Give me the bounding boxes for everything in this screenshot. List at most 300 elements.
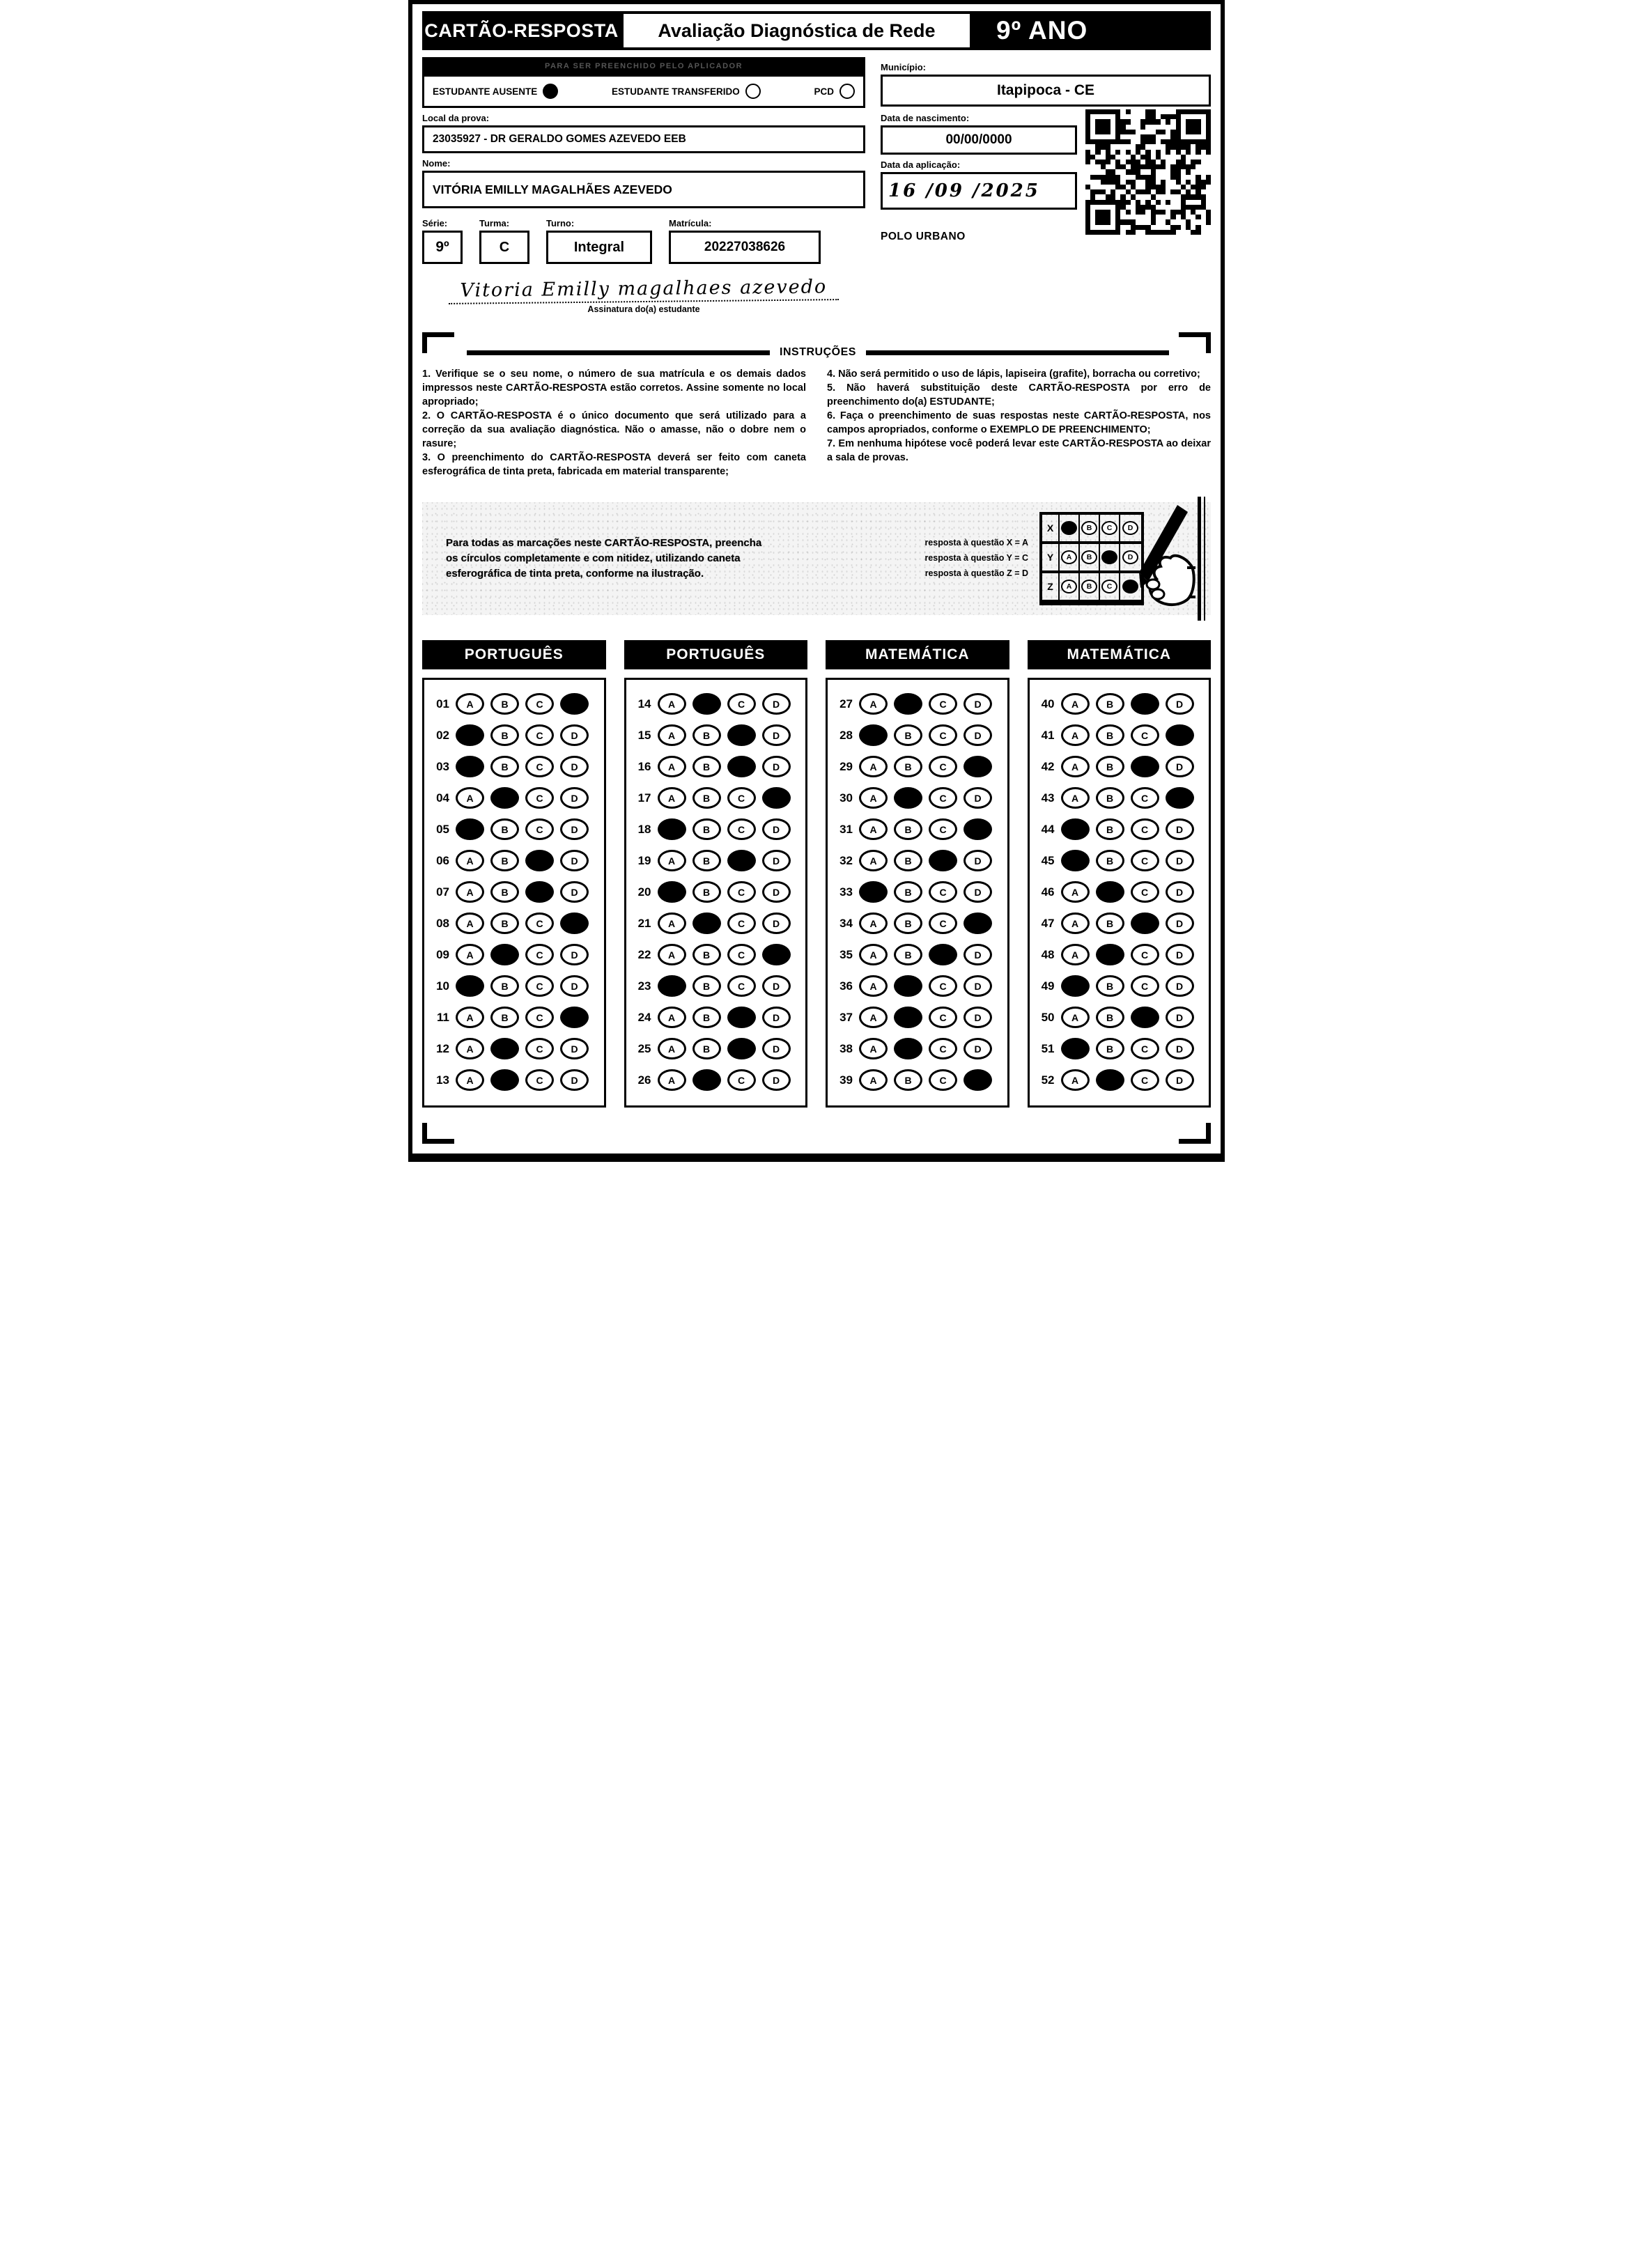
answer-bubble-empty[interactable]: A (859, 944, 888, 965)
status-bubble-empty[interactable] (745, 84, 761, 99)
answer-bubble-filled[interactable] (692, 1069, 721, 1091)
example-bubble-empty[interactable]: A (1061, 580, 1077, 593)
answer-bubble-empty[interactable]: B (1096, 756, 1124, 777)
answer-bubble-filled[interactable] (560, 693, 589, 715)
answer-column (422, 640, 606, 1108)
answer-bubble-empty[interactable]: B (490, 912, 519, 934)
answer-bubble-empty[interactable]: D (762, 693, 791, 715)
answer-bubble-empty[interactable]: A (1061, 756, 1090, 777)
answer-bubble-empty[interactable]: D (762, 1038, 791, 1059)
answer-bubble-empty[interactable]: C (525, 944, 554, 965)
answer-bubble-empty[interactable]: A (1061, 944, 1090, 965)
answer-bubble-empty[interactable]: D (560, 818, 589, 840)
answer-bubble-empty[interactable]: C (727, 818, 756, 840)
answer-bubble-empty[interactable]: C (525, 1038, 554, 1059)
answer-bubble-empty[interactable]: D (963, 693, 992, 715)
answer-bubble-filled[interactable] (963, 912, 992, 934)
answer-bubble-empty[interactable]: B (894, 944, 922, 965)
answer-bubble-empty[interactable]: B (692, 975, 721, 997)
question-row (430, 782, 601, 814)
fill-example-section (422, 502, 1211, 615)
municipio-value: Itapipoca - CE (881, 75, 1211, 107)
answer-bubble-empty[interactable]: B (1096, 912, 1124, 934)
answer-bubble-empty[interactable]: B (1096, 975, 1124, 997)
answer-bubble-empty[interactable]: A (456, 912, 484, 934)
answer-bubble-filled[interactable] (490, 944, 519, 965)
answer-bubble-empty[interactable]: A (1061, 912, 1090, 934)
answer-column-header: MATEMÁTICA (826, 640, 1009, 669)
answer-bubble-filled[interactable] (1061, 818, 1090, 840)
answer-bubble-empty[interactable]: D (762, 724, 791, 746)
aplicacao-label: Data da aplicação: (881, 160, 961, 170)
corner-mark-top-right (1179, 332, 1211, 353)
nascimento-label: Data de nascimento: (881, 113, 970, 123)
example-grid-cell (1100, 573, 1120, 600)
answer-bubble-filled[interactable] (762, 787, 791, 809)
answer-bubble-empty[interactable]: C (1131, 1069, 1159, 1091)
answer-bubble-empty[interactable]: D (1166, 1069, 1194, 1091)
answer-bubble-empty[interactable]: D (762, 850, 791, 871)
answer-bubble-empty[interactable]: A (456, 1007, 484, 1028)
answer-bubble-empty[interactable]: C (727, 975, 756, 997)
answer-bubble-filled[interactable] (1166, 724, 1194, 746)
answer-bubble-empty[interactable]: A (859, 912, 888, 934)
example-grid-row (1042, 573, 1141, 603)
status-bubble-empty[interactable] (839, 84, 855, 99)
answer-bubble-empty[interactable]: B (894, 850, 922, 871)
answer-bubble-empty[interactable]: C (929, 756, 957, 777)
answer-bubble-empty[interactable]: A (658, 912, 686, 934)
instruction-item: 7. Em nenhuma hipótese você poderá levar este CARTÃO-RESPOSTA ao deixar a sala de provas. (827, 438, 1211, 463)
answer-bubble-empty[interactable]: C (1131, 944, 1159, 965)
answer-bubble-empty[interactable]: B (490, 693, 519, 715)
answer-bubble-filled[interactable] (1096, 1069, 1124, 1091)
answer-bubble-filled[interactable] (692, 912, 721, 934)
answer-bubble-filled[interactable] (490, 1069, 519, 1091)
answer-bubble-filled[interactable] (762, 944, 791, 965)
question-row (632, 1002, 803, 1033)
answer-bubble-filled[interactable] (1166, 787, 1194, 809)
answer-bubble-empty[interactable]: B (490, 756, 519, 777)
answer-bubble-filled[interactable] (490, 787, 519, 809)
answer-bubble-empty[interactable]: D (963, 881, 992, 903)
question-number: 04 (436, 791, 449, 805)
answer-bubble-empty[interactable]: A (456, 693, 484, 715)
answer-bubble-empty[interactable]: D (963, 850, 992, 871)
answer-bubble-empty[interactable]: A (859, 1007, 888, 1028)
question-number: 30 (839, 791, 853, 805)
answer-bubble-filled[interactable] (1131, 912, 1159, 934)
answer-bubble-empty[interactable]: C (525, 912, 554, 934)
answer-bubble-empty[interactable]: C (727, 912, 756, 934)
answer-bubble-empty[interactable]: B (1096, 850, 1124, 871)
answer-bubble-filled[interactable] (456, 818, 484, 840)
answer-bubble-empty[interactable]: B (1096, 818, 1124, 840)
answer-bubble-empty[interactable]: A (658, 724, 686, 746)
answer-bubble-empty[interactable]: A (859, 818, 888, 840)
answer-bubble-empty[interactable]: B (692, 1038, 721, 1059)
municipio-label: Município: (881, 62, 926, 72)
status-option (433, 84, 558, 99)
answer-bubble-filled[interactable] (1096, 881, 1124, 903)
answer-bubble-empty[interactable]: D (963, 1038, 992, 1059)
answer-bubble-empty[interactable]: C (1131, 724, 1159, 746)
answer-bubble-empty[interactable]: B (490, 975, 519, 997)
answer-bubble-empty[interactable]: B (1096, 1007, 1124, 1028)
answer-bubble-empty[interactable]: C (929, 1069, 957, 1091)
answer-bubble-filled[interactable] (727, 724, 756, 746)
answer-bubble-empty[interactable]: A (658, 850, 686, 871)
answer-bubble-empty[interactable]: C (727, 1069, 756, 1091)
answer-bubble-empty[interactable]: C (525, 693, 554, 715)
question-number: 02 (436, 728, 449, 742)
answer-bubble-filled[interactable] (963, 756, 992, 777)
answer-bubble-empty[interactable]: A (859, 693, 888, 715)
answer-bubble-filled[interactable] (859, 881, 888, 903)
answer-bubble-empty[interactable]: D (762, 756, 791, 777)
example-bubble-empty[interactable]: C (1101, 580, 1117, 593)
answer-bubble-empty[interactable]: B (490, 1007, 519, 1028)
answer-bubble-empty[interactable]: A (456, 881, 484, 903)
answer-grid (1028, 678, 1212, 1108)
question-row (1035, 1002, 1207, 1033)
example-bubble-empty[interactable]: B (1081, 550, 1097, 564)
question-number: 25 (637, 1041, 651, 1055)
answer-bubble-filled[interactable] (1131, 693, 1159, 715)
answer-bubble-empty[interactable]: C (929, 975, 957, 997)
answer-bubble-empty[interactable]: B (692, 724, 721, 746)
answer-bubble-empty[interactable]: C (525, 1069, 554, 1091)
answer-bubble-empty[interactable]: A (658, 756, 686, 777)
answer-bubble-empty[interactable]: C (727, 787, 756, 809)
answer-bubble-empty[interactable]: D (762, 912, 791, 934)
question-number: 34 (839, 916, 853, 930)
answer-bubble-filled[interactable] (1061, 850, 1090, 871)
answer-bubble-empty[interactable]: A (859, 1038, 888, 1059)
answer-bubble-empty[interactable]: A (859, 1069, 888, 1091)
answer-bubble-empty[interactable]: D (1166, 756, 1194, 777)
example-grid-cell (1120, 573, 1140, 600)
example-bubble-filled[interactable] (1122, 580, 1138, 593)
answer-bubble-filled[interactable] (1131, 1007, 1159, 1028)
answer-bubble-filled[interactable] (727, 756, 756, 777)
question-row (430, 1064, 601, 1096)
instruction-item: 1. Verifique se o seu nome, o número de sua matrícula e os demais dados impressos neste CARTÃO-RESPOSTA estão corretos. Assine somente no local apropriado; (422, 368, 806, 407)
answer-bubble-empty[interactable]: D (560, 756, 589, 777)
answer-bubble-filled[interactable] (1061, 975, 1090, 997)
answer-bubble-empty[interactable]: B (490, 850, 519, 871)
answer-bubble-empty[interactable]: C (929, 787, 957, 809)
example-bubble-empty[interactable]: B (1081, 521, 1097, 535)
question-number: 39 (839, 1073, 853, 1087)
answer-bubble-empty[interactable]: D (963, 1007, 992, 1028)
answer-bubble-empty[interactable]: C (525, 756, 554, 777)
answer-bubble-empty[interactable]: D (560, 850, 589, 871)
answer-bubble-empty[interactable]: A (1061, 881, 1090, 903)
answer-bubble-filled[interactable] (1061, 1038, 1090, 1059)
answer-bubble-empty[interactable]: C (1131, 975, 1159, 997)
answer-bubble-empty[interactable]: A (1061, 693, 1090, 715)
answer-bubble-empty[interactable]: C (929, 724, 957, 746)
answer-bubble-empty[interactable]: B (692, 818, 721, 840)
question-row (430, 720, 601, 751)
question-row (1035, 1033, 1207, 1064)
question-number: 49 (1041, 979, 1055, 993)
turno-value: Integral (546, 231, 652, 264)
question-number: 06 (436, 853, 449, 867)
turma-field (479, 213, 529, 264)
answer-bubble-empty[interactable]: C (1131, 1038, 1159, 1059)
local-da-prova-value: 23035927 - DR GERALDO GOMES AZEVEDO EEB (422, 125, 865, 153)
answer-bubble-filled[interactable] (894, 1038, 922, 1059)
question-number: 40 (1041, 697, 1055, 710)
answer-bubble-empty[interactable]: C (929, 693, 957, 715)
example-bubble-empty[interactable]: D (1122, 550, 1138, 564)
answer-bubble-empty[interactable]: B (692, 944, 721, 965)
answer-bubble-empty[interactable]: B (692, 850, 721, 871)
answer-bubble-empty[interactable]: D (560, 881, 589, 903)
answer-bubble-empty[interactable]: B (1096, 693, 1124, 715)
answer-bubble-filled[interactable] (859, 724, 888, 746)
turma-value: C (479, 231, 529, 264)
answer-bubble-filled[interactable] (658, 818, 686, 840)
question-row (430, 751, 601, 782)
answer-bubble-empty[interactable]: B (692, 1007, 721, 1028)
question-number: 03 (436, 759, 449, 773)
answer-bubble-empty[interactable]: D (963, 944, 992, 965)
divider-line (866, 350, 1169, 355)
bottom-zone (422, 1113, 1211, 1154)
example-bubble-empty[interactable]: D (1122, 521, 1138, 535)
answer-bubble-empty[interactable]: D (560, 1038, 589, 1059)
answer-bubble-empty[interactable]: B (1096, 1038, 1124, 1059)
answer-bubble-filled[interactable] (658, 975, 686, 997)
answer-bubble-empty[interactable]: D (1166, 944, 1194, 965)
answer-bubble-empty[interactable]: C (727, 693, 756, 715)
answer-bubble-empty[interactable]: D (762, 975, 791, 997)
question-number: 05 (436, 822, 449, 836)
answer-bubble-empty[interactable]: D (1166, 818, 1194, 840)
answer-bubble-empty[interactable]: D (560, 724, 589, 746)
answer-bubble-empty[interactable]: D (963, 787, 992, 809)
answer-bubble-filled[interactable] (894, 693, 922, 715)
instructions-section (422, 332, 1211, 479)
answer-bubble-empty[interactable]: C (525, 724, 554, 746)
answer-bubble-empty[interactable]: A (1061, 1069, 1090, 1091)
answer-bubble-filled[interactable] (929, 850, 957, 871)
answer-bubble-empty[interactable]: B (692, 756, 721, 777)
answer-bubble-filled[interactable] (560, 912, 589, 934)
question-number: 43 (1041, 791, 1055, 805)
answer-bubble-filled[interactable] (490, 1038, 519, 1059)
answer-bubble-empty[interactable]: C (525, 787, 554, 809)
answer-bubble-empty[interactable]: D (1166, 1038, 1194, 1059)
answer-bubble-empty[interactable]: C (727, 944, 756, 965)
question-number: 23 (637, 979, 651, 993)
answer-bubble-empty[interactable]: B (490, 818, 519, 840)
question-row (632, 751, 803, 782)
nome-label: Nome: (422, 158, 451, 169)
example-row-label: Y (1042, 544, 1060, 570)
answer-bubble-empty[interactable]: A (456, 850, 484, 871)
answer-bubble-empty[interactable]: D (1166, 1007, 1194, 1028)
answer-bubble-empty[interactable]: A (859, 975, 888, 997)
question-row (632, 845, 803, 876)
question-row (833, 908, 1005, 939)
example-bubble-empty[interactable]: C (1101, 521, 1117, 535)
question-row (632, 939, 803, 970)
answer-bubble-empty[interactable]: A (456, 787, 484, 809)
answer-bubble-empty[interactable]: B (894, 881, 922, 903)
answer-bubble-empty[interactable]: A (1061, 724, 1090, 746)
answer-bubble-empty[interactable]: A (658, 1038, 686, 1059)
answer-bubble-filled[interactable] (456, 756, 484, 777)
answer-bubble-filled[interactable] (894, 975, 922, 997)
answer-bubble-empty[interactable]: A (456, 944, 484, 965)
question-row (833, 814, 1005, 845)
question-row (1035, 1064, 1207, 1096)
answer-bubble-empty[interactable]: C (929, 818, 957, 840)
answer-bubble-empty[interactable]: C (525, 1007, 554, 1028)
answer-bubble-empty[interactable]: D (1166, 975, 1194, 997)
answer-bubble-empty[interactable]: B (894, 818, 922, 840)
answer-bubble-empty[interactable]: A (658, 693, 686, 715)
example-bubble-filled[interactable] (1101, 550, 1117, 564)
answer-bubble-empty[interactable]: D (560, 975, 589, 997)
answer-bubble-empty[interactable]: B (894, 1069, 922, 1091)
answer-bubble-filled[interactable] (727, 850, 756, 871)
answer-bubble-filled[interactable] (456, 724, 484, 746)
question-row (833, 720, 1005, 751)
question-number: 44 (1041, 822, 1055, 836)
question-number: 15 (637, 728, 651, 742)
answer-bubble-filled[interactable] (525, 881, 554, 903)
question-number: 27 (839, 697, 853, 710)
answer-bubble-filled[interactable] (1131, 756, 1159, 777)
answer-bubble-empty[interactable]: D (963, 975, 992, 997)
answer-bubble-filled[interactable] (658, 881, 686, 903)
question-number: 12 (436, 1041, 449, 1055)
answer-bubble-empty[interactable]: A (859, 756, 888, 777)
example-bubble-filled[interactable] (1061, 521, 1077, 535)
answer-bubble-empty[interactable]: B (894, 756, 922, 777)
answer-bubble-filled[interactable] (692, 693, 721, 715)
answer-bubble-empty[interactable]: A (859, 787, 888, 809)
answer-bubble-empty[interactable]: D (560, 944, 589, 965)
question-number: 47 (1041, 916, 1055, 930)
answer-bubble-empty[interactable]: C (525, 975, 554, 997)
answer-bubble-empty[interactable]: A (658, 787, 686, 809)
instruction-item: 5. Não haverá substituição deste CARTÃO-RESPOSTA por erro de preenchimento do(a) ESTUDANTE; (827, 382, 1211, 407)
answer-bubble-empty[interactable]: A (658, 944, 686, 965)
info-left-column (422, 57, 865, 314)
status-options-row (422, 75, 865, 108)
answer-bubble-empty[interactable]: C (929, 881, 957, 903)
answer-bubble-empty[interactable]: C (727, 881, 756, 903)
example-grid-cell (1060, 515, 1080, 541)
answer-bubble-empty[interactable]: B (692, 787, 721, 809)
question-number: 33 (839, 885, 853, 899)
answer-bubble-filled[interactable] (894, 1007, 922, 1028)
answer-bubble-empty[interactable]: D (1166, 850, 1194, 871)
answer-bubble-filled[interactable] (727, 1038, 756, 1059)
answer-bubble-empty[interactable]: D (560, 787, 589, 809)
example-grid-cell (1120, 544, 1140, 570)
question-number: 20 (637, 885, 651, 899)
question-row (833, 1002, 1005, 1033)
question-number: 21 (637, 916, 651, 930)
answer-bubble-empty[interactable]: A (456, 1038, 484, 1059)
answer-bubble-empty[interactable]: D (1166, 693, 1194, 715)
question-number: 28 (839, 728, 853, 742)
answer-bubble-filled[interactable] (963, 1069, 992, 1091)
answer-bubble-empty[interactable]: C (929, 1007, 957, 1028)
answer-bubble-filled[interactable] (1096, 944, 1124, 965)
answer-bubble-empty[interactable]: C (929, 912, 957, 934)
answer-bubble-empty[interactable]: D (762, 818, 791, 840)
answer-bubble-filled[interactable] (963, 818, 992, 840)
answer-bubble-empty[interactable]: A (1061, 787, 1090, 809)
answer-bubble-empty[interactable]: B (1096, 787, 1124, 809)
answer-bubble-empty[interactable]: D (963, 724, 992, 746)
answer-bubble-empty[interactable]: B (894, 724, 922, 746)
answer-bubble-empty[interactable]: A (658, 1069, 686, 1091)
question-row (1035, 688, 1207, 720)
answer-bubble-empty[interactable]: B (692, 881, 721, 903)
answer-bubble-empty[interactable]: D (1166, 881, 1194, 903)
answer-bubble-empty[interactable]: B (490, 724, 519, 746)
answer-bubble-empty[interactable]: B (490, 881, 519, 903)
answer-bubble-filled[interactable] (525, 850, 554, 871)
answer-bubble-empty[interactable]: C (1131, 881, 1159, 903)
status-option-label: ESTUDANTE AUSENTE (433, 86, 538, 97)
answer-bubble-empty[interactable]: D (762, 1069, 791, 1091)
small-fields-row (422, 213, 865, 264)
answer-bubble-empty[interactable]: C (525, 818, 554, 840)
answer-bubble-empty[interactable]: A (456, 1069, 484, 1091)
answer-bubble-filled[interactable] (894, 787, 922, 809)
answer-bubble-empty[interactable]: D (762, 881, 791, 903)
answer-bubble-empty[interactable]: C (929, 1038, 957, 1059)
turno-field (546, 213, 652, 264)
question-row (430, 814, 601, 845)
answer-bubble-empty[interactable]: D (762, 1007, 791, 1028)
answer-bubble-empty[interactable]: C (1131, 818, 1159, 840)
answer-bubble-filled[interactable] (560, 1007, 589, 1028)
instructions-right-column (827, 367, 1211, 479)
status-bubble-filled[interactable] (543, 84, 558, 99)
question-row (632, 688, 803, 720)
answer-bubble-filled[interactable] (456, 975, 484, 997)
question-row (632, 814, 803, 845)
answer-bubble-empty[interactable]: B (1096, 724, 1124, 746)
answer-bubble-empty[interactable]: D (1166, 912, 1194, 934)
answer-bubble-empty[interactable]: C (1131, 850, 1159, 871)
example-bubble-empty[interactable]: A (1061, 550, 1077, 564)
answer-bubble-empty[interactable]: A (658, 1007, 686, 1028)
answer-bubble-empty[interactable]: D (560, 1069, 589, 1091)
answer-bubble-empty[interactable]: A (1061, 1007, 1090, 1028)
answer-bubble-empty[interactable]: C (1131, 787, 1159, 809)
example-bubble-empty[interactable]: B (1081, 580, 1097, 593)
answer-bubble-filled[interactable] (929, 944, 957, 965)
answer-bubble-empty[interactable]: B (894, 912, 922, 934)
answer-bubble-empty[interactable]: A (859, 850, 888, 871)
answer-bubble-filled[interactable] (727, 1007, 756, 1028)
example-row-label: X (1042, 515, 1060, 541)
example-grid-cell (1100, 515, 1120, 541)
question-number: 11 (437, 1010, 449, 1024)
